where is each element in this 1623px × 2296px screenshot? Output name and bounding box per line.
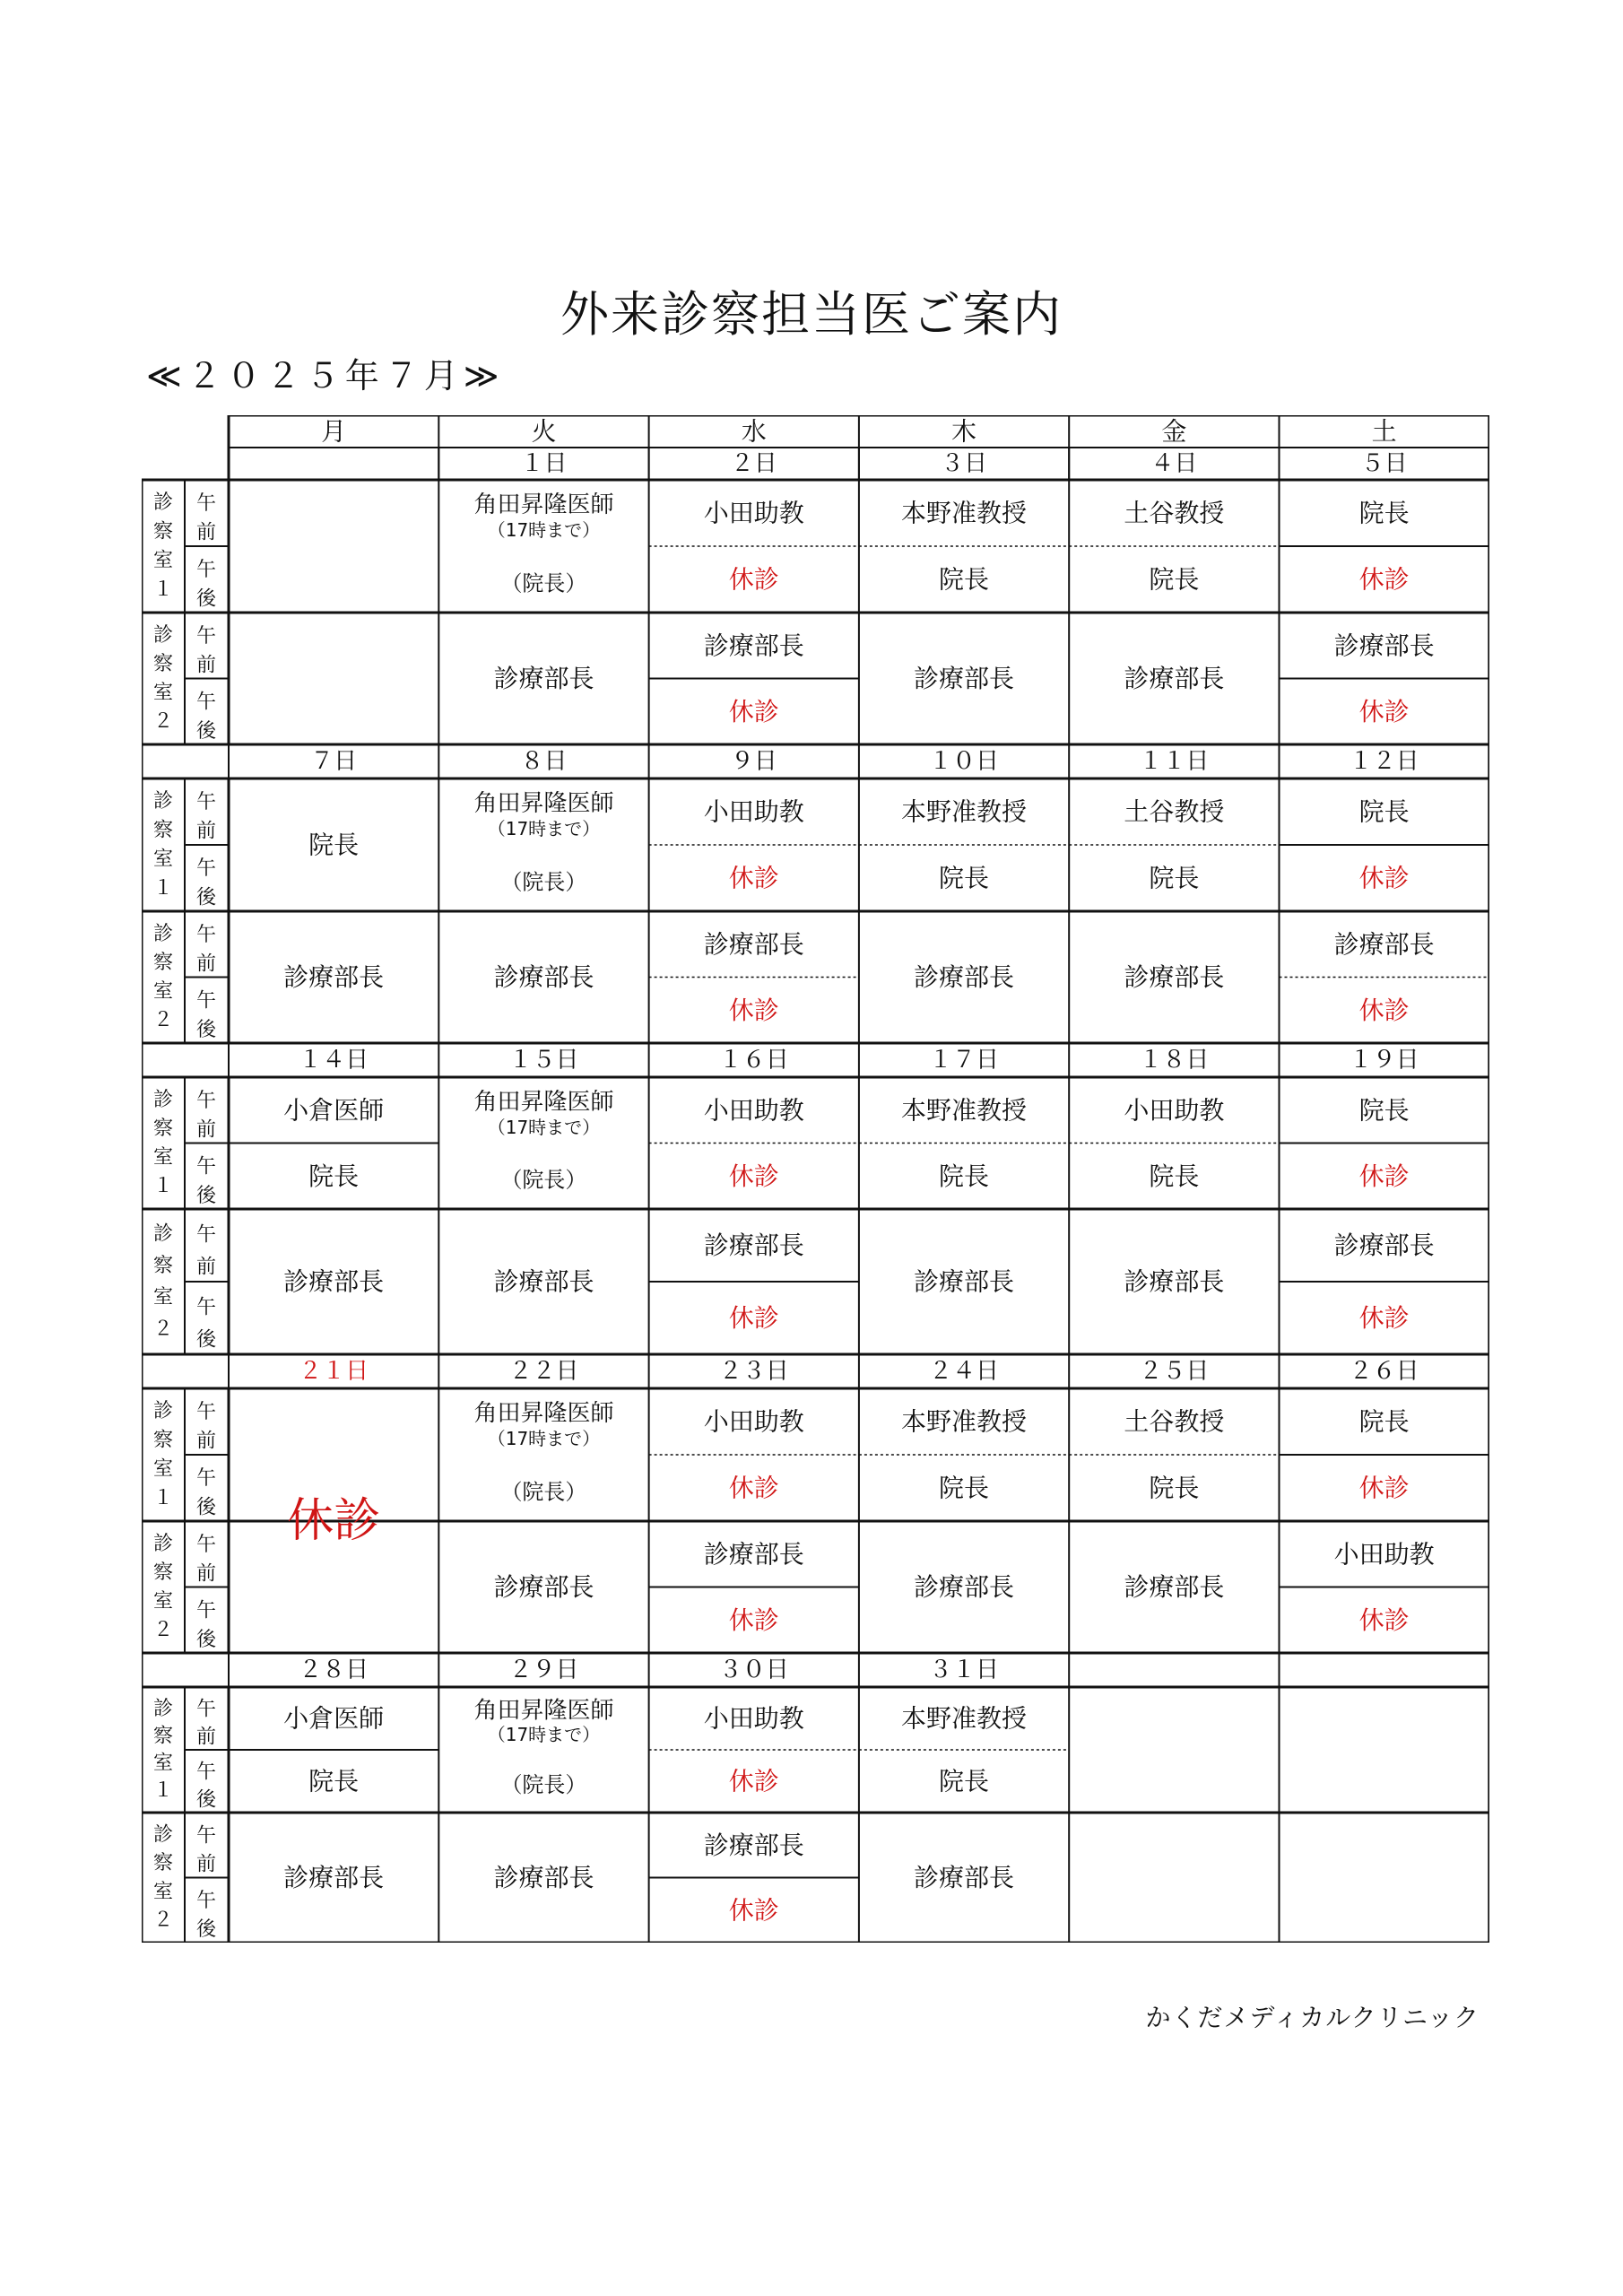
doctor-name: 診療部長 bbox=[1124, 1266, 1225, 1297]
doctor-name: 角田昇隆医師 bbox=[473, 1400, 614, 1428]
date-label-0-2: ２日 bbox=[730, 450, 777, 477]
room2-label-char: ２ bbox=[152, 1618, 174, 1641]
date-label-2-4: １８日 bbox=[1139, 1047, 1210, 1074]
pm-label-char: 午 bbox=[195, 1296, 217, 1319]
am-label-char: 午 bbox=[195, 1824, 217, 1848]
doctor-name: 診療部長 bbox=[914, 962, 1015, 992]
date-label-2-3: １７日 bbox=[929, 1047, 1000, 1074]
pm-label-char: 後 bbox=[195, 1328, 217, 1352]
doctor-name-am: 院長 bbox=[1358, 1095, 1410, 1126]
pm-label-char: 後 bbox=[195, 1788, 217, 1812]
room1-label-char: 察 bbox=[152, 520, 174, 544]
date-label-4-1: ２９日 bbox=[508, 1657, 579, 1683]
room1-label-char: １ bbox=[152, 1486, 174, 1509]
room1-label-char: １ bbox=[152, 876, 174, 900]
am-label-char: 前 bbox=[195, 1853, 217, 1876]
pm-label-char: 後 bbox=[195, 587, 217, 611]
hours-note: （17時まで） bbox=[487, 1428, 601, 1450]
doctor-name-pm: （院長） bbox=[500, 1479, 587, 1505]
doctor-name-am: 診療部長 bbox=[1333, 929, 1435, 960]
date-label-3-0: ２１日 bbox=[299, 1358, 369, 1385]
doctor-name: 診療部長 bbox=[914, 1266, 1015, 1297]
am-label-char: 午 bbox=[195, 791, 217, 814]
date-label-1-3: １０日 bbox=[929, 748, 1000, 775]
month-label: ≪２０２５年７月≫ bbox=[146, 356, 505, 396]
doctor-name-pm: （院長） bbox=[500, 570, 587, 596]
monday-closed-label: 休診 bbox=[287, 1494, 381, 1548]
room2-label-char: 察 bbox=[152, 653, 174, 676]
doctor-name-pm: 休診 bbox=[728, 1161, 779, 1191]
doctor-name-am: 小田助教 bbox=[703, 1095, 804, 1126]
room2-label-char: ２ bbox=[152, 1909, 174, 1932]
doctor-name-pm: （院長） bbox=[500, 1772, 587, 1798]
doctor-name-am: 小倉医師 bbox=[283, 1095, 385, 1126]
room1-label-char: 室 bbox=[152, 1752, 174, 1775]
room2-label-char: 察 bbox=[152, 1254, 174, 1277]
date-label-3-3: ２４日 bbox=[929, 1358, 1000, 1385]
doctor-name-pm: （院長） bbox=[500, 869, 587, 895]
doctor-name-pm: 休診 bbox=[728, 564, 779, 595]
doctor-name-pm: 院長 bbox=[1149, 1161, 1200, 1191]
room1-label-char: １ bbox=[152, 578, 174, 601]
doctor-name-am: 本野准教授 bbox=[901, 1406, 1028, 1437]
room1-label-char: 室 bbox=[152, 1145, 174, 1169]
hours-note: （17時まで） bbox=[487, 818, 601, 840]
date-label-1-2: ９日 bbox=[730, 748, 777, 775]
weekday-header-4: 金 bbox=[1161, 416, 1187, 447]
pm-label-char: 午 bbox=[195, 1599, 217, 1622]
doctor-name-pm: 休診 bbox=[728, 1605, 779, 1635]
clinic-name: かくだメディカルクリニック bbox=[1145, 2003, 1480, 2032]
doctor-name: 院長 bbox=[308, 830, 360, 860]
am-label-char: 前 bbox=[195, 1256, 217, 1279]
doctor-name: 診療部長 bbox=[493, 962, 595, 992]
date-label-0-4: ４日 bbox=[1150, 450, 1198, 477]
doctor-name-pm: 休診 bbox=[728, 1895, 779, 1926]
pm-label-char: 午 bbox=[195, 691, 217, 714]
am-label-char: 前 bbox=[195, 1430, 217, 1453]
pm-label-char: 午 bbox=[195, 1155, 217, 1178]
doctor-name-pm: 休診 bbox=[728, 995, 779, 1025]
room1-label-char: 診 bbox=[152, 1697, 174, 1720]
am-label-char: 午 bbox=[195, 1401, 217, 1424]
room2-label-char: 室 bbox=[152, 1880, 174, 1903]
pm-label-char: 午 bbox=[195, 1467, 217, 1491]
doctor-name-pm: 休診 bbox=[728, 863, 779, 893]
date-label-3-1: ２２日 bbox=[508, 1358, 579, 1385]
am-label-char: 前 bbox=[195, 1726, 217, 1749]
am-label-char: 前 bbox=[195, 820, 217, 843]
doctor-name: 角田昇隆医師 bbox=[473, 790, 614, 818]
room2-label-char: 室 bbox=[152, 979, 174, 1003]
date-label-4-0: ２８日 bbox=[299, 1657, 369, 1683]
room1-label-char: １ bbox=[152, 1174, 174, 1197]
room1-label-char: 察 bbox=[152, 1118, 174, 1141]
doctor-name: 角田昇隆医師 bbox=[473, 491, 614, 519]
doctor-name-am: 小田助教 bbox=[703, 1703, 804, 1734]
room2-label-char: 診 bbox=[152, 1823, 174, 1847]
room2-label-char: 診 bbox=[152, 624, 174, 648]
doctor-name-am: 土谷教授 bbox=[1124, 796, 1225, 827]
date-label-0-3: ３日 bbox=[941, 450, 988, 477]
doctor-name-pm: 院長 bbox=[1149, 1473, 1200, 1503]
doctor-name: 診療部長 bbox=[283, 1266, 385, 1297]
doctor-name-am: 診療部長 bbox=[703, 1231, 804, 1260]
pm-label-char: 午 bbox=[195, 559, 217, 582]
am-label-char: 午 bbox=[195, 1533, 217, 1556]
doctor-name-am: 小田助教 bbox=[1124, 1095, 1225, 1126]
doctor-name-am: 小田助教 bbox=[1333, 1539, 1435, 1570]
doctor-name-am: 診療部長 bbox=[1333, 1231, 1435, 1260]
date-label-3-5: ２６日 bbox=[1349, 1358, 1419, 1385]
date-label-2-1: １５日 bbox=[508, 1047, 579, 1074]
date-label-0-5: ５日 bbox=[1360, 450, 1408, 477]
doctor-name-pm: 院長 bbox=[939, 863, 990, 893]
doctor-name-pm: （院長） bbox=[500, 1167, 587, 1193]
room2-label-char: 察 bbox=[152, 1561, 174, 1585]
doctor-name-pm: 院長 bbox=[939, 1766, 990, 1796]
doctor-name-pm: 休診 bbox=[1358, 696, 1410, 726]
doctor-name: 診療部長 bbox=[914, 664, 1015, 693]
room2-label-char: 察 bbox=[152, 952, 174, 975]
am-label-char: 午 bbox=[195, 923, 217, 946]
schedule-table bbox=[142, 415, 1489, 1943]
doctor-name: 角田昇隆医師 bbox=[473, 1088, 614, 1116]
am-label-char: 前 bbox=[195, 654, 217, 677]
doctor-name: 診療部長 bbox=[493, 1266, 595, 1297]
doctor-name-pm: 院長 bbox=[308, 1766, 360, 1796]
doctor-name-pm: 休診 bbox=[1358, 1303, 1410, 1333]
date-label-4-3: ３１日 bbox=[929, 1657, 1000, 1683]
pm-label-char: 午 bbox=[195, 989, 217, 1013]
room2-label-char: 室 bbox=[152, 1589, 174, 1613]
weekday-header-2: 水 bbox=[741, 416, 767, 447]
doctor-name-am: 小田助教 bbox=[703, 1406, 804, 1437]
room1-label-char: 診 bbox=[152, 491, 174, 515]
am-label-char: 午 bbox=[195, 492, 217, 516]
room1-label-char: 診 bbox=[152, 1089, 174, 1112]
doctor-name-pm: 休診 bbox=[1358, 995, 1410, 1025]
room1-label-char: 診 bbox=[152, 790, 174, 813]
am-label-char: 午 bbox=[195, 1223, 217, 1247]
doctor-name-am: 診療部長 bbox=[703, 631, 804, 661]
doctor-name-pm: 休診 bbox=[728, 1473, 779, 1503]
date-label-0-1: １日 bbox=[520, 450, 568, 477]
am-label-char: 午 bbox=[195, 1089, 217, 1112]
doctor-name-am: 小田助教 bbox=[703, 796, 804, 827]
doctor-name-am: 診療部長 bbox=[703, 1539, 804, 1570]
room2-label-char: 診 bbox=[152, 1222, 174, 1246]
doctor-name-pm: 院長 bbox=[939, 1473, 990, 1503]
am-label-char: 前 bbox=[195, 952, 217, 976]
room2-label-char: 察 bbox=[152, 1852, 174, 1875]
am-label-char: 前 bbox=[195, 521, 217, 544]
doctor-name-am: 本野准教授 bbox=[901, 1095, 1028, 1126]
doctor-name-am: 診療部長 bbox=[1333, 631, 1435, 661]
room1-label-char: 察 bbox=[152, 1429, 174, 1452]
pm-label-char: 後 bbox=[195, 719, 217, 743]
room2-label-char: 診 bbox=[152, 1533, 174, 1556]
date-label-4-2: ３０日 bbox=[718, 1657, 789, 1683]
date-label-1-5: １２日 bbox=[1349, 748, 1419, 775]
date-label-3-2: ２３日 bbox=[718, 1358, 789, 1385]
pm-label-char: 後 bbox=[195, 1918, 217, 1941]
room1-label-char: 室 bbox=[152, 1457, 174, 1481]
pm-label-char: 午 bbox=[195, 1761, 217, 1784]
room1-label-char: 室 bbox=[152, 549, 174, 572]
room1-label-char: 察 bbox=[152, 819, 174, 842]
doctor-name-pm: 院長 bbox=[1149, 863, 1200, 893]
hours-note: （17時まで） bbox=[487, 519, 601, 542]
date-label-3-4: ２５日 bbox=[1139, 1358, 1210, 1385]
pm-label-char: 後 bbox=[195, 1496, 217, 1519]
doctor-name: 診療部長 bbox=[1124, 962, 1225, 992]
doctor-name-pm: 休診 bbox=[728, 1303, 779, 1333]
doctor-name-pm: 院長 bbox=[939, 564, 990, 595]
room2-label-char: 診 bbox=[152, 923, 174, 946]
doctor-name-pm: 院長 bbox=[308, 1161, 360, 1191]
pm-label-char: 後 bbox=[195, 1628, 217, 1651]
doctor-name-pm: 院長 bbox=[939, 1161, 990, 1191]
date-label-2-5: １９日 bbox=[1349, 1047, 1419, 1074]
doctor-name-am: 土谷教授 bbox=[1124, 498, 1225, 528]
doctor-name-pm: 休診 bbox=[1358, 863, 1410, 893]
doctor-name-am: 診療部長 bbox=[703, 929, 804, 960]
doctor-name: 診療部長 bbox=[914, 1863, 1015, 1892]
doctor-name: 診療部長 bbox=[914, 1572, 1015, 1602]
doctor-name-am: 本野准教授 bbox=[901, 498, 1028, 528]
room2-label-char: 室 bbox=[152, 1286, 174, 1309]
doctor-name: 診療部長 bbox=[1124, 1572, 1225, 1602]
doctor-name-pm: 休診 bbox=[728, 696, 779, 726]
hours-note: （17時まで） bbox=[487, 1724, 601, 1746]
doctor-name: 診療部長 bbox=[493, 664, 595, 693]
doctor-name-am: 院長 bbox=[1358, 1406, 1410, 1437]
doctor-name-am: 本野准教授 bbox=[901, 1703, 1028, 1734]
room1-label-char: 室 bbox=[152, 848, 174, 871]
doctor-name-am: 小倉医師 bbox=[283, 1703, 385, 1734]
weekday-header-0: 月 bbox=[321, 416, 347, 447]
doctor-name-am: 院長 bbox=[1358, 796, 1410, 827]
hours-note: （17時まで） bbox=[487, 1116, 601, 1138]
doctor-name: 診療部長 bbox=[1124, 664, 1225, 693]
doctor-name-am: 院長 bbox=[1358, 498, 1410, 528]
doctor-name: 診療部長 bbox=[493, 1863, 595, 1892]
date-label-1-4: １１日 bbox=[1139, 748, 1210, 775]
am-label-char: 午 bbox=[195, 624, 217, 648]
doctor-name: 診療部長 bbox=[283, 1863, 385, 1892]
doctor-name-pm: 休診 bbox=[728, 1766, 779, 1796]
room2-label-char: 室 bbox=[152, 681, 174, 704]
pm-label-char: 午 bbox=[195, 1890, 217, 1913]
doctor-name: 角田昇隆医師 bbox=[473, 1697, 614, 1725]
room2-label-char: ２ bbox=[152, 1008, 174, 1031]
am-label-char: 前 bbox=[195, 1562, 217, 1586]
room1-label-char: 診 bbox=[152, 1400, 174, 1423]
doctor-name-am: 小田助教 bbox=[703, 498, 804, 528]
room1-label-char: １ bbox=[152, 1779, 174, 1803]
weekday-header-1: 火 bbox=[531, 416, 557, 447]
doctor-name: 診療部長 bbox=[283, 962, 385, 992]
doctor-name-pm: 休診 bbox=[1358, 1605, 1410, 1635]
room2-label-char: ２ bbox=[152, 709, 174, 733]
pm-label-char: 午 bbox=[195, 857, 217, 881]
weekday-header-3: 木 bbox=[951, 416, 977, 447]
doctor-name: 診療部長 bbox=[493, 1572, 595, 1602]
weekday-header-5: 土 bbox=[1371, 416, 1397, 447]
doctor-name-am: 診療部長 bbox=[703, 1830, 804, 1860]
date-label-2-0: １４日 bbox=[299, 1047, 369, 1074]
room1-label-char: 察 bbox=[152, 1725, 174, 1748]
doctor-name-pm: 院長 bbox=[1149, 564, 1200, 595]
room2-label-char: ２ bbox=[152, 1318, 174, 1341]
doctor-name-am: 土谷教授 bbox=[1124, 1406, 1225, 1437]
pm-label-char: 後 bbox=[195, 1184, 217, 1207]
document-title: 外来診察担当医ご案内 bbox=[560, 286, 1063, 343]
doctor-name-pm: 休診 bbox=[1358, 1473, 1410, 1503]
pm-label-char: 後 bbox=[195, 1018, 217, 1041]
date-label-1-0: ７日 bbox=[310, 748, 358, 775]
am-label-char: 午 bbox=[195, 1698, 217, 1721]
doctor-name-am: 本野准教授 bbox=[901, 796, 1028, 827]
pm-label-char: 後 bbox=[195, 886, 217, 909]
doctor-name-pm: 休診 bbox=[1358, 564, 1410, 595]
date-label-1-1: ８日 bbox=[520, 748, 568, 775]
doctor-name-pm: 休診 bbox=[1358, 1161, 1410, 1191]
am-label-char: 前 bbox=[195, 1118, 217, 1142]
date-label-2-2: １６日 bbox=[718, 1047, 789, 1074]
